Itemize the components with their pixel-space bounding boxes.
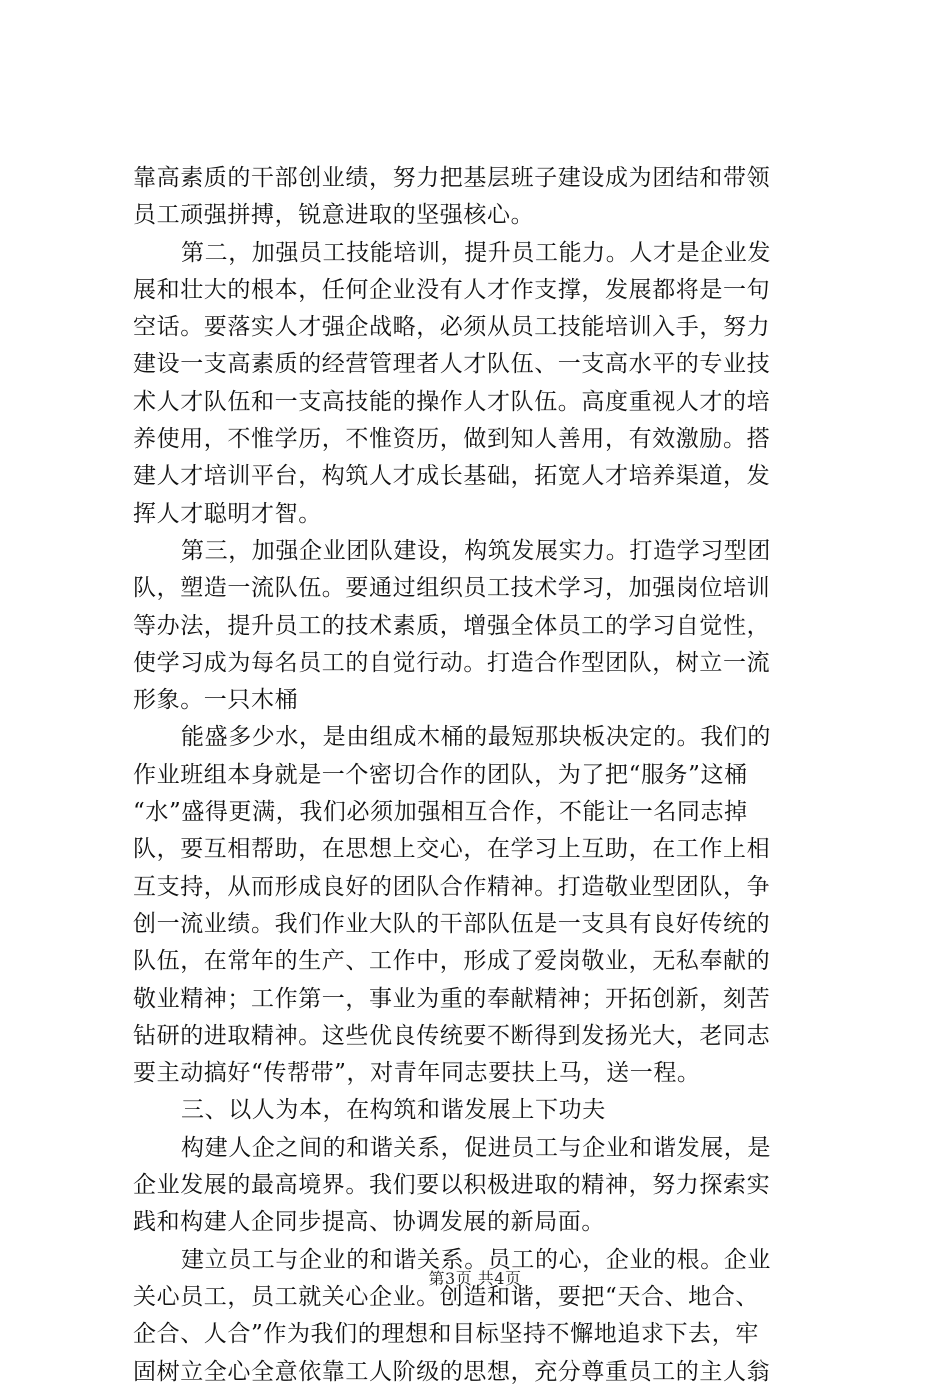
- text-line: 构建人企之间的和谐关系，促进员工与企业和谐发展，是: [181, 1134, 771, 1161]
- text-line: 关心员工，员工就关心企业。创造和谐，要把“天合、地合、: [133, 1283, 759, 1310]
- text-line: “水”盛得更满，我们必须加强相互合作，不能让一名同志掉: [133, 799, 748, 826]
- text-line: 践和构建人企同步提高、协调发展的新局面。: [133, 1209, 605, 1236]
- text-line: 形象。一只木桶: [133, 687, 299, 714]
- text-line: 三、以人为本，在构筑和谐发展上下功夫: [181, 1097, 606, 1124]
- text-line: 能盛多少水，是由组成木桶的最短那块板决定的。我们的: [181, 724, 771, 751]
- text-line: 挥人才聪明才智。: [133, 500, 322, 527]
- text-line: 术人才队伍和一支高技能的操作人才队伍。高度重视人才的培: [133, 388, 771, 415]
- text-line: 建立员工与企业的和谐关系。员工的心，企业的根。企业: [181, 1246, 771, 1273]
- text-line: 等办法，提升员工的技术素质，增强全体员工的学习自觉性，: [133, 612, 771, 639]
- text-line: 空话。要落实人才强企战略，必须从员工技能培训入手，努力: [133, 314, 771, 341]
- text-line: 敬业精神；工作第一，事业为重的奉献精神；开拓创新，刻苦: [133, 985, 771, 1012]
- text-line: 建人才培训平台，构筑人才成长基础，拓宽人才培养渠道，发: [133, 463, 771, 490]
- text-line: 创一流业绩。我们作业大队的干部队伍是一支具有良好传统的: [133, 910, 771, 937]
- text-line: 第二，加强员工技能培训，提升员工能力。人才是企业发: [181, 239, 771, 266]
- text-line: 钻研的进取精神。这些优良传统要不断得到发扬光大，老同志: [133, 1022, 771, 1049]
- text-line: 企合、人合”作为我们的理想和目标坚持不懈地追求下去，牢: [133, 1321, 759, 1348]
- text-line: 展和壮大的根本，任何企业没有人才作支撑，发展都将是一句: [133, 276, 771, 303]
- text-line: 员工顽强拼搏，锐意进取的坚强核心。: [133, 202, 535, 229]
- text-line: 靠高素质的干部创业绩，努力把基层班子建设成为团结和带领: [133, 165, 771, 191]
- text-line: 使学习成为每名员工的自觉行动。打造合作型团队，树立一流: [133, 649, 771, 676]
- text-line: 第三，加强企业团队建设，构筑发展实力。打造学习型团: [181, 537, 771, 564]
- page-footer: 第3页 共4页: [428, 1269, 522, 1288]
- text-line: 养使用，不惟学历，不惟资历，做到知人善用，有效激励。搭: [133, 426, 771, 453]
- text-line: 队伍，在常年的生产、工作中，形成了爱岗敬业，无私奉献的: [133, 948, 771, 975]
- text-line: 互支持，从而形成良好的团队合作精神。打造敬业型团队，争: [133, 873, 771, 900]
- text-line: 要主动搞好“传帮带”，对青年同志要扶上马，送一程。: [133, 1060, 701, 1087]
- document-body: [133, 160, 833, 1391]
- text-line: 建设一支高素质的经营管理者人才队伍、一支高水平的专业技: [133, 351, 771, 378]
- text-line: 作业班组本身就是一个密切合作的团队，为了把“服务”这桶: [133, 761, 748, 788]
- text-line: 企业发展的最高境界。我们要以积极进取的精神，努力探索实: [133, 1172, 771, 1199]
- text-line: 固树立全心全意依靠工人阶级的思想，充分尊重员工的主人翁: [133, 1358, 771, 1385]
- text-line: 队，要互相帮助，在思想上交心，在学习上互助，在工作上相: [133, 836, 771, 863]
- text-line: 队，塑造一流队伍。要通过组织员工技术学习，加强岗位培训: [133, 575, 771, 602]
